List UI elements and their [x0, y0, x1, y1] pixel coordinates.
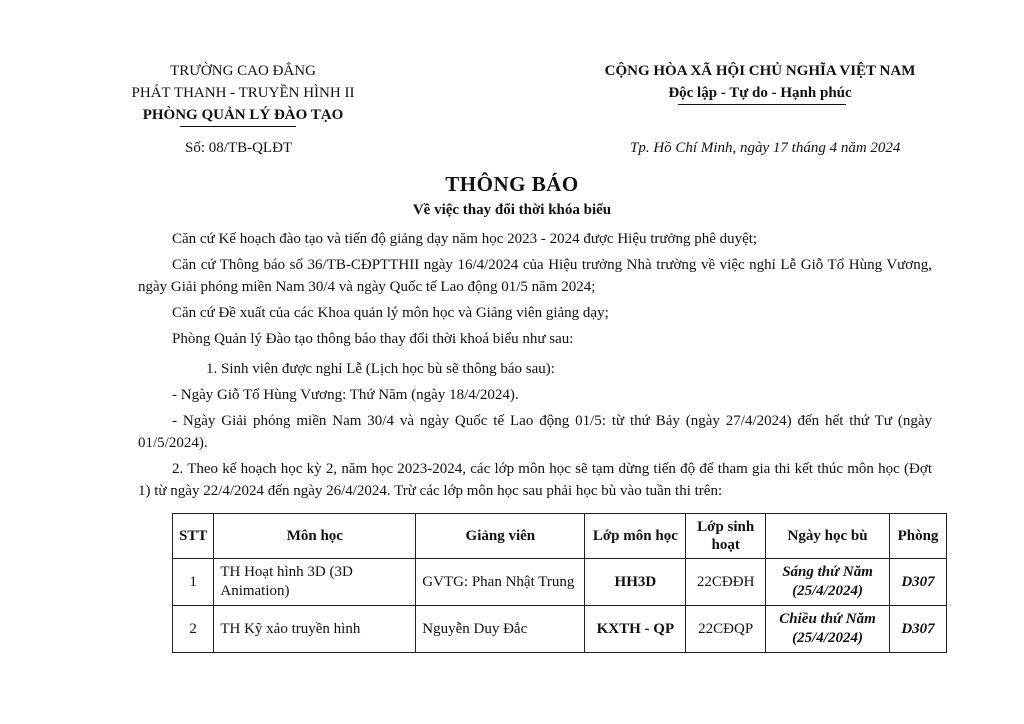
issuer-underline: [180, 126, 296, 127]
col-header: Lớp môn học: [585, 514, 686, 559]
document-subtitle: Về việc thay đổi thời khóa biểu: [412, 202, 612, 218]
paragraph: - Ngày Giải phóng miền Nam 30/4 và ngày Quốc tế Lao động 01/5: từ thứ Bảy (ngày 27/4/2024) đến hết thứ Tư (ngày 01/5/2024).: [138, 413, 932, 451]
col-header: Ngày học bù: [766, 514, 890, 559]
col-header: Giảng viên: [416, 514, 585, 559]
col-header: STT: [173, 514, 214, 559]
document-number: Số: 08/TB-QLĐT: [185, 140, 293, 156]
paragraph: Căn cứ Thông báo số 36/TB-CĐPTTHII ngày 16/4/2024 của Hiệu trưởng Nhà trường về việc nghỉ Lễ Giỗ Tổ Hùng Vương, ngày Giải phóng miền Nam 30/4 và ngày Quốc tế Lao động 01/5 năm 2024;: [138, 257, 932, 295]
document-title: THÔNG BÁO: [445, 172, 579, 196]
cell-stt: 1: [173, 559, 214, 606]
paragraph: - Ngày Giỗ Tổ Hùng Vương: Thứ Năm (ngày 18/4/2024).: [172, 387, 519, 403]
table-row: [173, 559, 947, 606]
table-header-row: [173, 514, 947, 559]
cell-lecturer: Nguyễn Duy Đắc: [416, 606, 585, 653]
document-body: [138, 228, 932, 506]
paragraph: Căn cứ Kế hoạch đào tạo và tiến độ giảng dạy năm học 2023 - 2024 được Hiệu trưởng phê duyệt;: [172, 231, 758, 247]
cell-class: HH3D: [585, 559, 686, 606]
cell-class: KXTH - QP: [585, 606, 686, 653]
paragraph: Căn cứ Đề xuất của các Khoa quản lý môn học và Giảng viên giảng dạy;: [172, 305, 609, 321]
cell-makeup-date: Sáng thứ Năm (25/4/2024): [766, 559, 890, 606]
issuer-line-2: PHÁT THANH - TRUYỀN HÌNH II: [131, 85, 355, 101]
cell-subject: TH Hoạt hình 3D (3D Animation): [214, 559, 416, 606]
national-header: [575, 60, 945, 104]
national-motto: Độc lập - Tự do - Hạnh phúc: [668, 85, 852, 101]
paragraph: 2. Theo kế hoạch học kỳ 2, năm học 2023-2024, các lớp môn học sẽ tạm dừng tiến độ để tham gia thi kết thúc môn học (Đợt 1) từ ngày 22/4/2024 đến ngày 26/4/2024. Trừ các lớp môn học sau phải học bù vào tuần thi trên:: [138, 461, 932, 499]
paragraph: Phòng Quản lý Đào tạo thông báo thay đổi thời khoá biểu như sau:: [172, 331, 574, 347]
national-title: CỘNG HÒA XÃ HỘI CHỦ NGHĨA VIỆT NAM: [604, 63, 916, 79]
cell-stt: 2: [173, 606, 214, 653]
table-row: [173, 606, 947, 653]
cell-room: D307: [890, 606, 947, 653]
section-heading: 1. Sinh viên được nghỉ Lễ (Lịch học bù sẽ thông báo sau):: [206, 361, 555, 377]
col-header: Môn học: [214, 514, 416, 559]
issuer-department: PHÒNG QUẢN LÝ ĐÀO TẠO: [142, 107, 344, 123]
cell-subject: TH Kỹ xảo truyền hình: [214, 606, 416, 653]
motto-underline: [678, 104, 846, 105]
cell-homeroom: 22CĐĐH: [686, 559, 766, 606]
schedule-table: [172, 513, 947, 653]
cell-lecturer: GVTG: Phan Nhật Trung: [416, 559, 585, 606]
cell-room: D307: [890, 559, 947, 606]
col-header: Phòng: [890, 514, 947, 559]
cell-makeup-date: Chiều thứ Năm (25/4/2024): [766, 606, 890, 653]
issuer-header: [108, 60, 378, 126]
issuer-line-1: TRƯỜNG CAO ĐẲNG: [170, 63, 316, 79]
col-header: Lớp sinh hoạt: [686, 514, 766, 559]
place-date: Tp. Hồ Chí Minh, ngày 17 tháng 4 năm 2024: [630, 140, 901, 156]
cell-homeroom: 22CĐQP: [686, 606, 766, 653]
